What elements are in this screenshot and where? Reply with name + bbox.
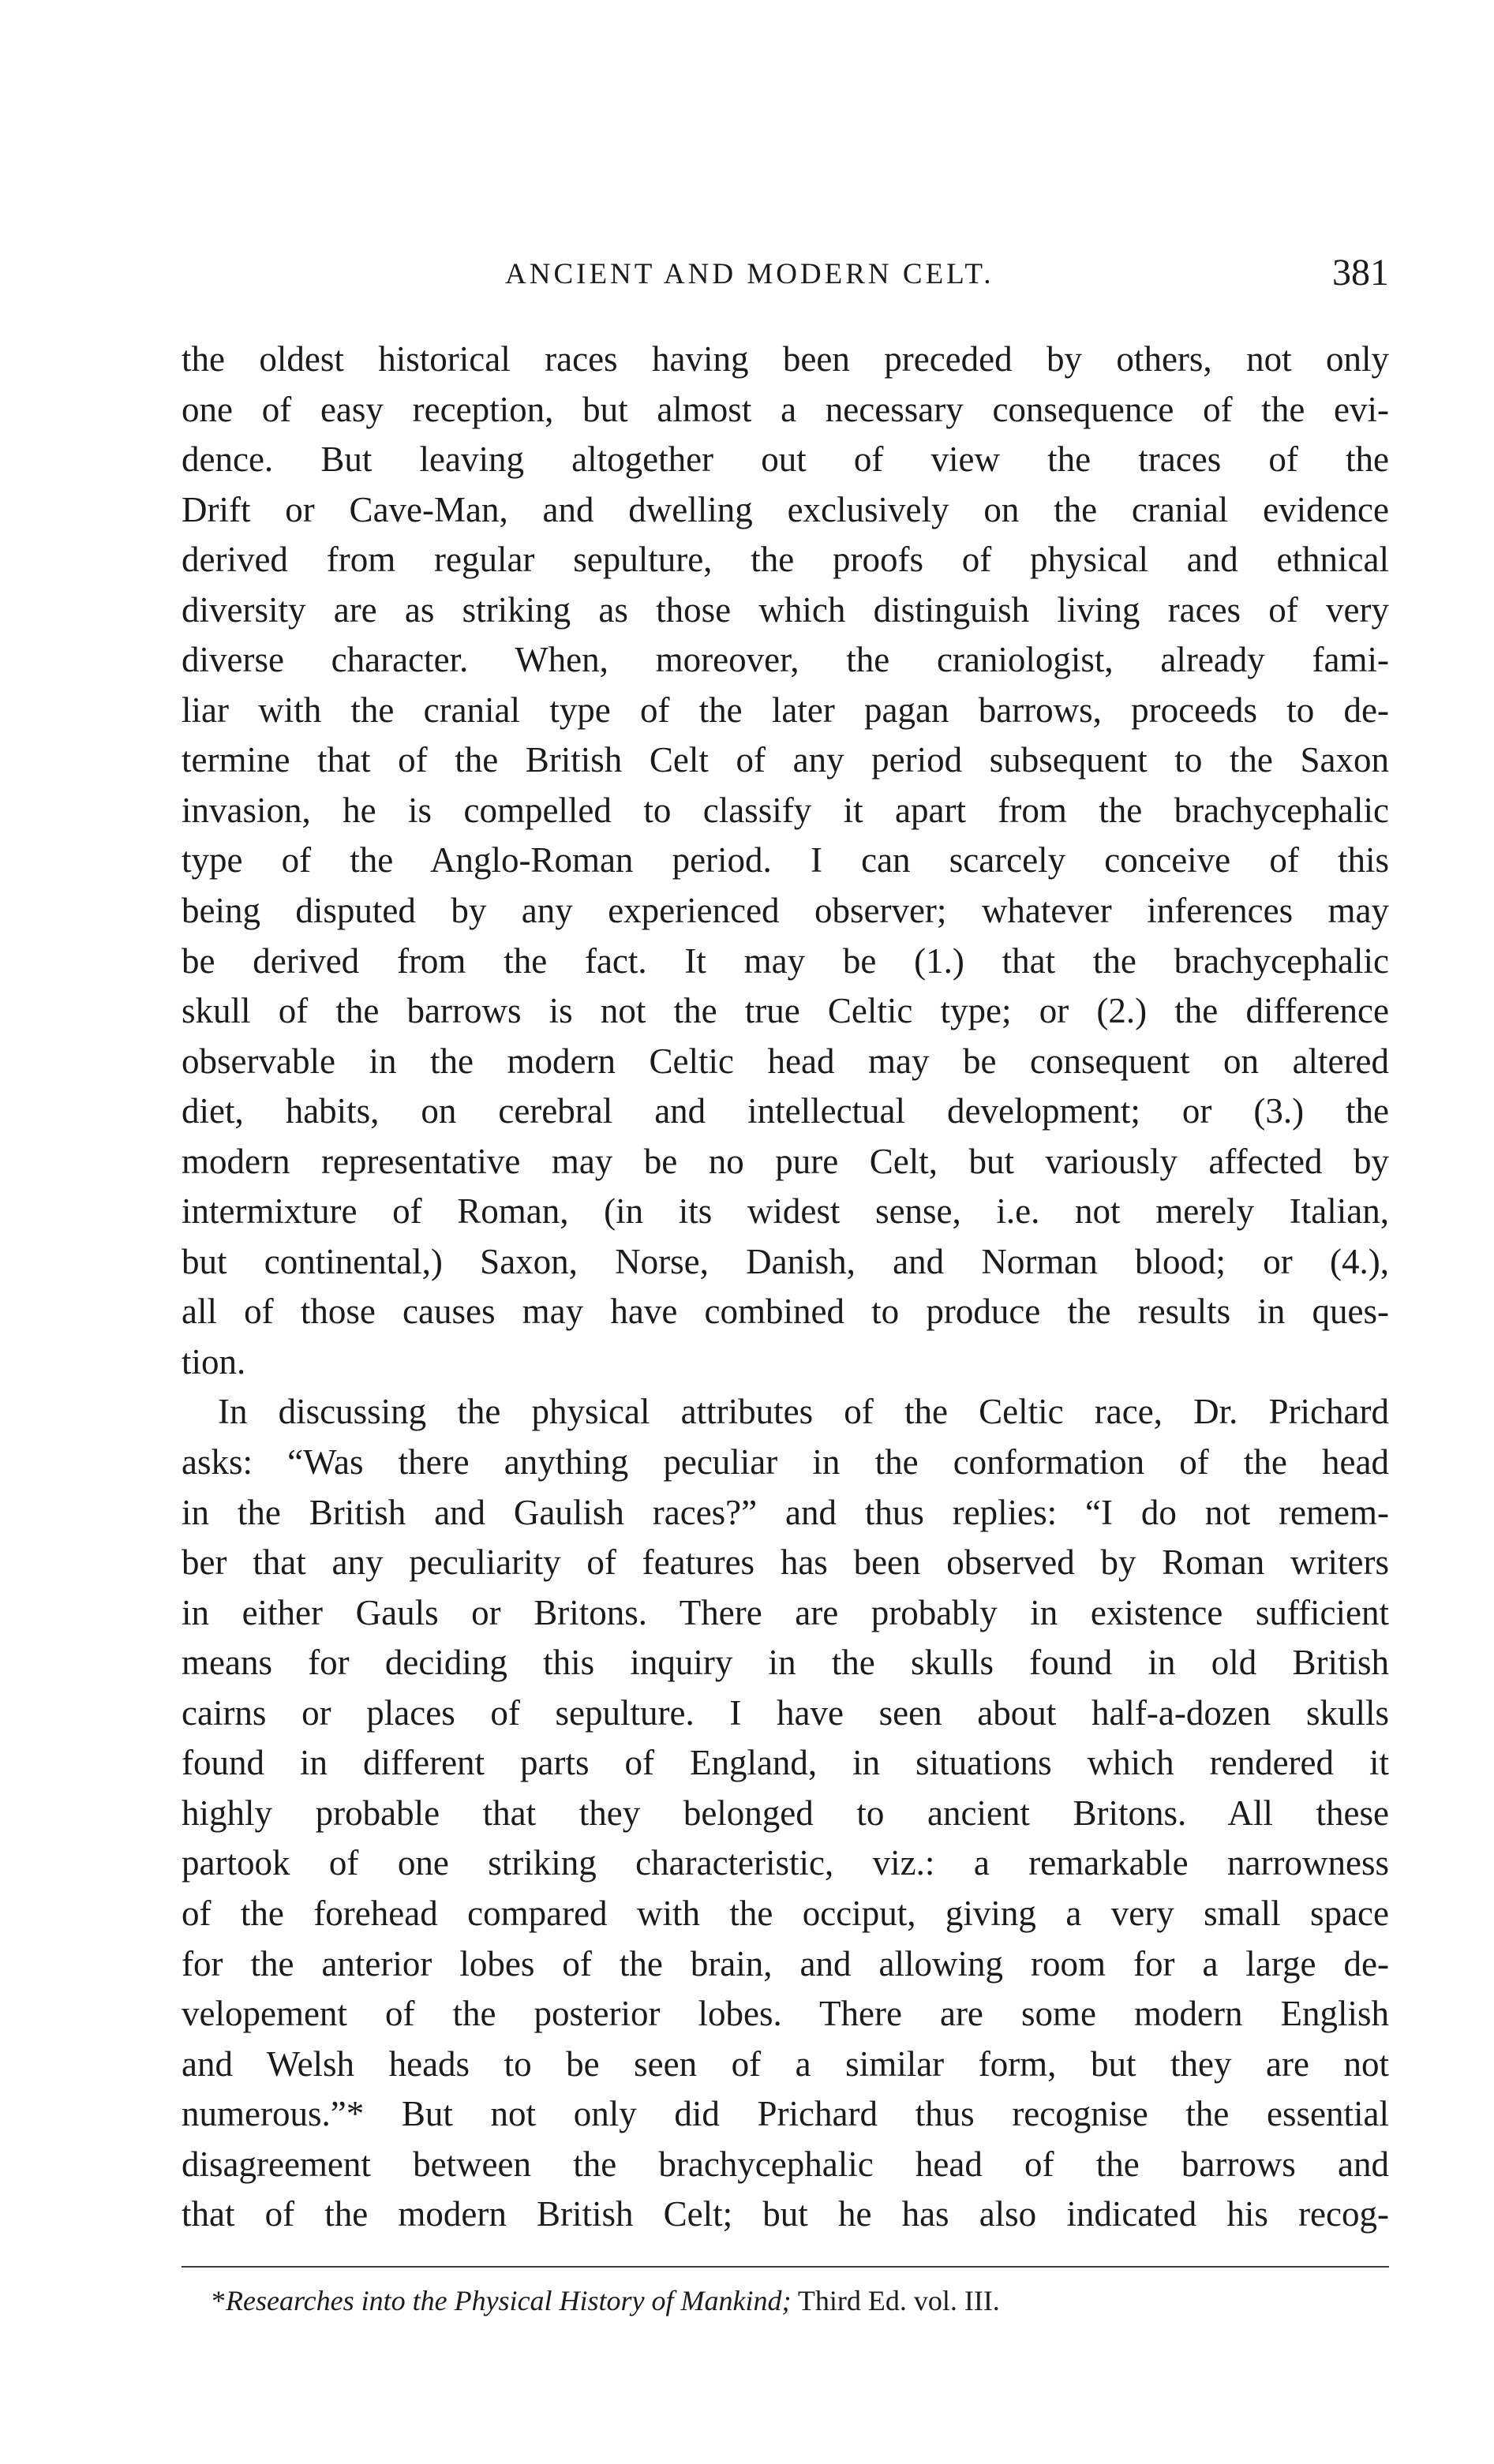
- text-line: modern representative may be no pure Celt, but variously affected by: [182, 1141, 1389, 1181]
- text-line: Drift or Cave-Man, and dwelling exclusively on the cranial evidence: [182, 489, 1389, 529]
- footnote-rule: [182, 2266, 1389, 2268]
- text-line: liar with the cranial type of the later pagan barrows, proceeds to de-: [182, 690, 1389, 730]
- footnote-marker: *: [212, 2285, 226, 2316]
- text-line: asks: “Was there anything peculiar in the conformation of the head: [182, 1442, 1389, 1483]
- text-line: tion.: [182, 1341, 246, 1382]
- text-line: but continental,) Saxon, Norse, Danish, and Norman blood; or (4.),: [182, 1241, 1389, 1281]
- text-line: means for deciding this inquiry in the skulls found in old British: [182, 1643, 1389, 1683]
- text-line: skull of the barrows is not the true Celtic type; or (2.) the difference: [182, 991, 1389, 1031]
- footnote-source-title: Researches into the Physical History of Mankind;: [226, 2285, 792, 2316]
- text-line: derived from regular sepulture, the proofs of physical and ethnical: [182, 540, 1389, 580]
- text-line: dence. But leaving altogether out of view the traces of the: [182, 439, 1389, 480]
- footnote: [212, 2284, 1000, 2317]
- text-line: disagreement between the brachycephalic head of the barrows and: [182, 2144, 1389, 2184]
- body-text: [182, 335, 1389, 2240]
- text-line: found in different parts of England, in situations which rendered it: [182, 1743, 1389, 1783]
- text-line: diet, habits, on cerebral and intellectual development; or (3.) the: [182, 1091, 1389, 1131]
- text-line: the oldest historical races having been preceded by others, not only: [182, 339, 1389, 379]
- text-line: ber that any peculiarity of features has been observed by Roman writers: [182, 1542, 1389, 1583]
- text-line: intermixture of Roman, (in its widest sense, i.e. not merely Italian,: [182, 1191, 1389, 1232]
- text-line: being disputed by any experienced observer; whatever inferences may: [182, 891, 1389, 931]
- text-line: diverse character. When, moreover, the craniologist, already fami-: [182, 640, 1389, 680]
- text-line: observable in the modern Celtic head may be consequent on altered: [182, 1041, 1389, 1081]
- text-line: and Welsh heads to be seen of a similar form, but they are not: [182, 2043, 1389, 2084]
- footnote-edition: Third Ed. vol. III.: [791, 2285, 1000, 2316]
- text-line: partook of one striking characteristic, viz.: a remarkable narrowness: [182, 1843, 1389, 1883]
- text-line: diversity are as striking as those which distinguish living races of very: [182, 589, 1389, 630]
- text-line: invasion, he is compelled to classify it apart from the brachycephalic: [182, 790, 1389, 830]
- text-line: highly probable that they belonged to ancient Britons. All these: [182, 1793, 1389, 1833]
- text-line: numerous.”* But not only did Prichard thus recognise the essential: [182, 2094, 1389, 2134]
- text-line: for the anterior lobes of the brain, and allowing room for a large de-: [182, 1943, 1389, 1984]
- text-line: cairns or places of sepulture. I have seen about half-a-dozen skulls: [182, 1692, 1389, 1733]
- text-line: in the British and Gaulish races?” and thus replies: “I do not remem-: [182, 1492, 1389, 1532]
- text-line: all of those causes may have combined to produce the results in ques-: [182, 1292, 1389, 1332]
- running-title: ANCIENT AND MODERN CELT.: [505, 258, 994, 290]
- text-line: be derived from the fact. It may be (1.) that the brachycephalic: [182, 940, 1389, 981]
- page-number: 381: [1332, 252, 1389, 294]
- text-line: termine that of the British Celt of any period subsequent to the Saxon: [182, 740, 1389, 780]
- text-line: In discussing the physical attributes of the Celtic race, Dr. Prichard: [218, 1392, 1389, 1432]
- text-line: that of the modern British Celt; but he has also indicated his recog-: [182, 2194, 1389, 2234]
- running-head: [182, 251, 1389, 306]
- text-line: type of the Anglo-Roman period. I can scarcely conceive of this: [182, 840, 1389, 881]
- text-line: one of easy reception, but almost a necessary consequence of the evi-: [182, 389, 1389, 429]
- text-line: velopement of the posterior lobes. There are some modern English: [182, 1994, 1389, 2034]
- text-line: in either Gauls or Britons. There are probably in existence sufficient: [182, 1592, 1389, 1632]
- text-line: of the forehead compared with the occiput, giving a very small space: [182, 1893, 1389, 1933]
